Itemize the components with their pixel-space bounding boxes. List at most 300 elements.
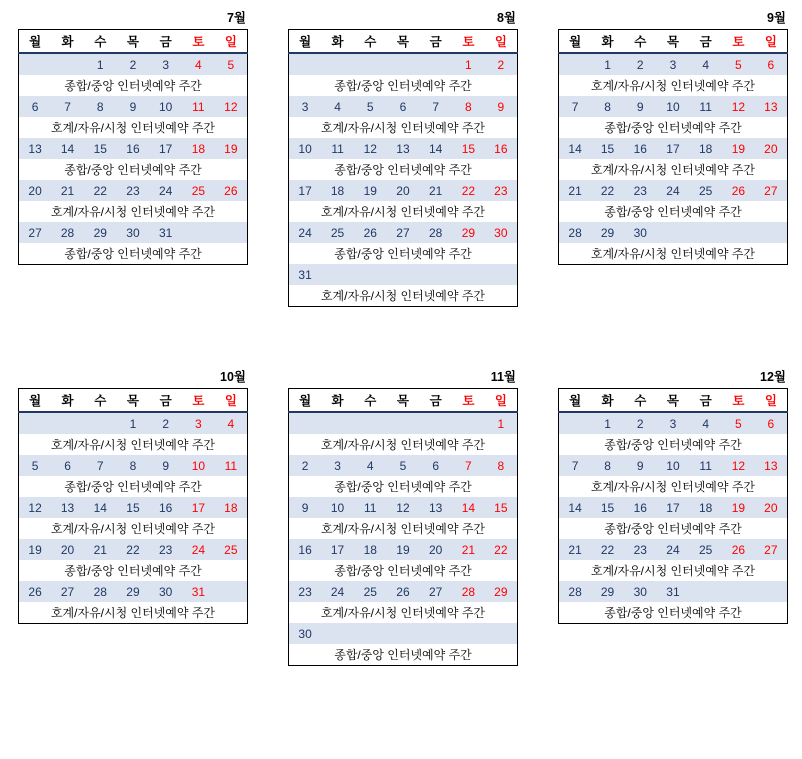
week-label-row xyxy=(559,518,788,539)
day-cell: 6 xyxy=(19,96,52,117)
day-cell: 13 xyxy=(755,96,788,117)
month-block xyxy=(18,8,248,367)
week-number-row xyxy=(19,138,248,159)
day-cell: 16 xyxy=(624,497,657,518)
day-cell: 30 xyxy=(117,222,150,243)
day-cell: 21 xyxy=(559,180,592,201)
week-label-row xyxy=(289,75,518,96)
reservation-week-label: 호계/자유/시청 인터넷예약 주간 xyxy=(289,201,518,222)
day-cell: 18 xyxy=(354,539,387,560)
day-cell: 8 xyxy=(452,96,485,117)
day-cell xyxy=(19,412,52,434)
month-title: 12월 xyxy=(760,370,786,384)
weekday-header-cell: 금 xyxy=(149,389,182,413)
day-cell: 19 xyxy=(387,539,420,560)
day-cell: 24 xyxy=(657,539,690,560)
day-cell: 18 xyxy=(689,497,722,518)
day-cell: 3 xyxy=(321,455,354,476)
day-cell: 9 xyxy=(624,96,657,117)
month-table xyxy=(18,29,248,265)
day-cell: 5 xyxy=(215,53,248,75)
week-number-row xyxy=(19,96,248,117)
week-label-row xyxy=(19,434,248,455)
week-label-row xyxy=(559,476,788,497)
week-label-row xyxy=(289,285,518,307)
day-cell: 31 xyxy=(182,581,215,602)
reservation-week-label: 종합/중앙 인터넷예약 주간 xyxy=(559,518,788,539)
day-cell xyxy=(321,264,354,285)
day-cell xyxy=(387,623,420,644)
day-cell: 3 xyxy=(289,96,322,117)
day-cell xyxy=(387,412,420,434)
day-cell: 13 xyxy=(387,138,420,159)
day-cell: 22 xyxy=(591,180,624,201)
weekday-header-cell: 월 xyxy=(559,389,592,413)
day-cell xyxy=(354,53,387,75)
reservation-week-label: 종합/중앙 인터넷예약 주간 xyxy=(289,75,518,96)
reservation-week-label: 종합/중앙 인터넷예약 주간 xyxy=(19,159,248,180)
day-cell: 29 xyxy=(591,581,624,602)
week-label-row xyxy=(19,243,248,265)
weekday-header-cell: 금 xyxy=(689,389,722,413)
week-number-row xyxy=(289,138,518,159)
day-cell: 16 xyxy=(624,138,657,159)
month-block xyxy=(288,367,518,666)
reservation-week-label: 종합/중앙 인터넷예약 주간 xyxy=(559,434,788,455)
day-cell xyxy=(689,222,722,243)
weekday-header-cell: 토 xyxy=(182,389,215,413)
month-table xyxy=(558,29,788,265)
week-number-row xyxy=(559,497,788,518)
day-cell: 4 xyxy=(321,96,354,117)
day-cell xyxy=(321,412,354,434)
day-cell: 2 xyxy=(117,53,150,75)
day-cell: 9 xyxy=(624,455,657,476)
week-number-row xyxy=(559,581,788,602)
day-cell: 7 xyxy=(84,455,117,476)
week-number-row xyxy=(559,455,788,476)
day-cell: 25 xyxy=(182,180,215,201)
reservation-week-label: 호계/자유/시청 인터넷예약 주간 xyxy=(289,434,518,455)
week-number-row xyxy=(289,412,518,434)
day-cell xyxy=(452,412,485,434)
day-cell: 16 xyxy=(117,138,150,159)
week-number-row xyxy=(289,96,518,117)
weekday-header-cell: 목 xyxy=(657,30,690,54)
weekday-header-row xyxy=(19,389,248,413)
reservation-week-label: 종합/중앙 인터넷예약 주간 xyxy=(289,243,518,264)
day-cell: 9 xyxy=(289,497,322,518)
day-cell: 23 xyxy=(149,539,182,560)
week-label-row xyxy=(559,75,788,96)
day-cell: 23 xyxy=(289,581,322,602)
day-cell: 27 xyxy=(419,581,452,602)
weekday-header-row xyxy=(559,389,788,413)
day-cell: 9 xyxy=(149,455,182,476)
day-cell: 24 xyxy=(657,180,690,201)
day-cell xyxy=(84,412,117,434)
day-cell xyxy=(289,412,322,434)
day-cell: 30 xyxy=(289,623,322,644)
day-cell: 26 xyxy=(354,222,387,243)
day-cell: 12 xyxy=(722,455,755,476)
day-cell: 27 xyxy=(755,180,788,201)
day-cell: 20 xyxy=(755,138,788,159)
day-cell xyxy=(321,53,354,75)
weekday-header-row xyxy=(559,30,788,54)
weekday-header-cell: 목 xyxy=(117,30,150,54)
reservation-week-label: 호계/자유/시청 인터넷예약 주간 xyxy=(289,518,518,539)
day-cell: 9 xyxy=(485,96,518,117)
day-cell: 28 xyxy=(559,222,592,243)
day-cell xyxy=(559,412,592,434)
day-cell: 19 xyxy=(722,497,755,518)
day-cell: 6 xyxy=(755,53,788,75)
day-cell: 17 xyxy=(289,180,322,201)
day-cell: 29 xyxy=(117,581,150,602)
day-cell: 2 xyxy=(624,53,657,75)
weekday-header-cell: 화 xyxy=(591,30,624,54)
day-cell: 27 xyxy=(387,222,420,243)
day-cell: 24 xyxy=(149,180,182,201)
day-cell: 2 xyxy=(289,455,322,476)
day-cell: 30 xyxy=(149,581,182,602)
week-number-row xyxy=(289,539,518,560)
day-cell: 25 xyxy=(689,539,722,560)
day-cell: 14 xyxy=(452,497,485,518)
day-cell: 15 xyxy=(485,497,518,518)
week-number-row xyxy=(559,96,788,117)
day-cell: 7 xyxy=(559,96,592,117)
day-cell xyxy=(419,412,452,434)
day-cell: 1 xyxy=(84,53,117,75)
day-cell: 3 xyxy=(657,53,690,75)
week-number-row xyxy=(19,222,248,243)
row-spacer xyxy=(288,307,518,367)
day-cell: 6 xyxy=(387,96,420,117)
weekday-header-cell: 금 xyxy=(419,30,452,54)
day-cell: 10 xyxy=(149,96,182,117)
weekday-header-cell: 월 xyxy=(19,389,52,413)
day-cell: 20 xyxy=(387,180,420,201)
month-block xyxy=(558,367,788,666)
day-cell: 20 xyxy=(755,497,788,518)
day-cell: 7 xyxy=(419,96,452,117)
week-number-row xyxy=(19,455,248,476)
day-cell: 10 xyxy=(657,455,690,476)
weekday-header-cell: 일 xyxy=(215,30,248,54)
week-label-row xyxy=(19,560,248,581)
day-cell: 4 xyxy=(689,412,722,434)
week-label-row xyxy=(19,201,248,222)
day-cell: 11 xyxy=(321,138,354,159)
day-cell: 15 xyxy=(117,497,150,518)
week-number-row xyxy=(289,623,518,644)
day-cell: 22 xyxy=(117,539,150,560)
week-number-row xyxy=(19,180,248,201)
day-cell: 2 xyxy=(485,53,518,75)
weekday-header-cell: 목 xyxy=(657,389,690,413)
week-number-row xyxy=(289,497,518,518)
day-cell: 8 xyxy=(591,455,624,476)
day-cell xyxy=(354,412,387,434)
day-cell: 28 xyxy=(452,581,485,602)
day-cell: 13 xyxy=(19,138,52,159)
day-cell: 29 xyxy=(591,222,624,243)
week-label-row xyxy=(559,243,788,265)
day-cell: 6 xyxy=(755,412,788,434)
day-cell: 7 xyxy=(51,96,84,117)
day-cell: 11 xyxy=(689,455,722,476)
day-cell xyxy=(419,53,452,75)
day-cell: 1 xyxy=(591,412,624,434)
day-cell: 16 xyxy=(485,138,518,159)
day-cell: 2 xyxy=(624,412,657,434)
day-cell xyxy=(485,623,518,644)
day-cell: 21 xyxy=(559,539,592,560)
day-cell: 4 xyxy=(354,455,387,476)
row-spacer xyxy=(18,265,248,325)
day-cell: 4 xyxy=(182,53,215,75)
day-cell xyxy=(354,264,387,285)
reservation-week-label: 호계/자유/시청 인터넷예약 주간 xyxy=(19,518,248,539)
day-cell: 31 xyxy=(657,581,690,602)
week-label-row xyxy=(289,243,518,264)
day-cell: 5 xyxy=(722,53,755,75)
week-number-row xyxy=(289,581,518,602)
reservation-week-label: 종합/중앙 인터넷예약 주간 xyxy=(19,243,248,265)
day-cell: 23 xyxy=(624,180,657,201)
day-cell: 1 xyxy=(591,53,624,75)
reservation-week-label: 호계/자유/시청 인터넷예약 주간 xyxy=(289,602,518,623)
weekday-header-cell: 금 xyxy=(689,30,722,54)
week-label-row xyxy=(289,201,518,222)
month-table xyxy=(558,388,788,624)
day-cell: 29 xyxy=(452,222,485,243)
week-label-row xyxy=(559,560,788,581)
day-cell: 16 xyxy=(149,497,182,518)
day-cell xyxy=(419,264,452,285)
day-cell xyxy=(215,581,248,602)
day-cell: 24 xyxy=(182,539,215,560)
week-label-row xyxy=(19,602,248,624)
weekday-header-cell: 일 xyxy=(215,389,248,413)
week-number-row xyxy=(19,539,248,560)
day-cell xyxy=(289,53,322,75)
day-cell: 15 xyxy=(591,138,624,159)
day-cell xyxy=(51,53,84,75)
day-cell: 8 xyxy=(84,96,117,117)
day-cell: 5 xyxy=(722,412,755,434)
day-cell: 11 xyxy=(354,497,387,518)
month-table xyxy=(18,388,248,624)
week-number-row xyxy=(19,412,248,434)
weekday-header-cell: 토 xyxy=(722,389,755,413)
reservation-week-label: 호계/자유/시청 인터넷예약 주간 xyxy=(19,201,248,222)
week-label-row xyxy=(289,518,518,539)
day-cell xyxy=(722,222,755,243)
week-number-row xyxy=(559,138,788,159)
day-cell: 2 xyxy=(149,412,182,434)
day-cell: 15 xyxy=(452,138,485,159)
week-label-row xyxy=(19,159,248,180)
day-cell: 25 xyxy=(215,539,248,560)
day-cell: 28 xyxy=(419,222,452,243)
day-cell xyxy=(51,412,84,434)
weekday-header-cell: 목 xyxy=(387,30,420,54)
day-cell: 22 xyxy=(84,180,117,201)
week-number-row xyxy=(289,180,518,201)
month-table xyxy=(288,388,518,666)
day-cell: 22 xyxy=(452,180,485,201)
weekday-header-cell: 일 xyxy=(485,389,518,413)
weekday-header-cell: 금 xyxy=(419,389,452,413)
day-cell: 23 xyxy=(485,180,518,201)
day-cell: 17 xyxy=(149,138,182,159)
day-cell: 8 xyxy=(591,96,624,117)
day-cell xyxy=(182,222,215,243)
day-cell: 25 xyxy=(354,581,387,602)
week-label-row xyxy=(559,159,788,180)
day-cell: 17 xyxy=(321,539,354,560)
day-cell: 14 xyxy=(559,138,592,159)
reservation-week-label: 종합/중앙 인터넷예약 주간 xyxy=(19,560,248,581)
reservation-week-label: 종합/중앙 인터넷예약 주간 xyxy=(289,560,518,581)
day-cell: 20 xyxy=(51,539,84,560)
day-cell xyxy=(755,222,788,243)
day-cell: 16 xyxy=(289,539,322,560)
week-number-row xyxy=(289,53,518,75)
day-cell xyxy=(722,581,755,602)
weekday-header-row xyxy=(19,30,248,54)
day-cell: 14 xyxy=(419,138,452,159)
day-cell: 11 xyxy=(215,455,248,476)
weekday-header-cell: 목 xyxy=(117,389,150,413)
week-label-row xyxy=(559,201,788,222)
day-cell: 5 xyxy=(354,96,387,117)
week-number-row xyxy=(289,455,518,476)
week-label-row xyxy=(289,602,518,623)
day-cell: 12 xyxy=(722,96,755,117)
day-cell: 1 xyxy=(485,412,518,434)
day-cell xyxy=(689,581,722,602)
weekday-header-cell: 금 xyxy=(149,30,182,54)
weekday-header-row xyxy=(289,389,518,413)
day-cell: 30 xyxy=(485,222,518,243)
day-cell: 24 xyxy=(321,581,354,602)
reservation-week-label: 호계/자유/시청 인터넷예약 주간 xyxy=(559,476,788,497)
day-cell xyxy=(452,264,485,285)
weekday-header-cell: 수 xyxy=(84,389,117,413)
week-number-row xyxy=(559,180,788,201)
week-label-row xyxy=(19,117,248,138)
reservation-week-label: 종합/중앙 인터넷예약 주간 xyxy=(289,159,518,180)
week-number-row xyxy=(19,497,248,518)
reservation-week-label: 호계/자유/시청 인터넷예약 주간 xyxy=(559,560,788,581)
day-cell: 21 xyxy=(84,539,117,560)
weekday-header-cell: 월 xyxy=(289,30,322,54)
day-cell: 3 xyxy=(149,53,182,75)
day-cell xyxy=(19,53,52,75)
day-cell: 21 xyxy=(419,180,452,201)
day-cell xyxy=(452,623,485,644)
day-cell: 22 xyxy=(485,539,518,560)
week-number-row xyxy=(289,264,518,285)
weekday-header-cell: 일 xyxy=(485,30,518,54)
weekday-header-cell: 일 xyxy=(755,30,788,54)
day-cell: 19 xyxy=(215,138,248,159)
day-cell: 18 xyxy=(182,138,215,159)
day-cell xyxy=(215,222,248,243)
day-cell: 7 xyxy=(559,455,592,476)
weekday-header-cell: 화 xyxy=(321,30,354,54)
day-cell: 19 xyxy=(722,138,755,159)
month-title: 7월 xyxy=(226,11,246,25)
month-title: 8월 xyxy=(496,11,516,25)
day-cell: 20 xyxy=(19,180,52,201)
day-cell: 24 xyxy=(289,222,322,243)
week-number-row xyxy=(559,222,788,243)
day-cell: 18 xyxy=(689,138,722,159)
week-number-row xyxy=(559,412,788,434)
day-cell: 13 xyxy=(51,497,84,518)
day-cell: 22 xyxy=(591,539,624,560)
reservation-week-label: 호계/자유/시청 인터넷예약 주간 xyxy=(559,75,788,96)
reservation-week-label: 종합/중앙 인터넷예약 주간 xyxy=(19,75,248,96)
week-number-row xyxy=(559,539,788,560)
week-label-row xyxy=(559,117,788,138)
day-cell: 29 xyxy=(84,222,117,243)
weekday-header-cell: 토 xyxy=(182,30,215,54)
week-label-row xyxy=(19,476,248,497)
month-block xyxy=(18,367,248,666)
day-cell: 1 xyxy=(452,53,485,75)
week-label-row xyxy=(289,476,518,497)
reservation-week-label: 호계/자유/시청 인터넷예약 주간 xyxy=(559,159,788,180)
week-label-row xyxy=(289,434,518,455)
day-cell xyxy=(387,264,420,285)
day-cell: 14 xyxy=(51,138,84,159)
day-cell: 12 xyxy=(354,138,387,159)
weekday-header-row xyxy=(289,30,518,54)
weekday-header-cell: 수 xyxy=(354,389,387,413)
day-cell: 28 xyxy=(84,581,117,602)
day-cell xyxy=(354,623,387,644)
day-cell xyxy=(485,264,518,285)
week-label-row xyxy=(19,75,248,96)
day-cell: 23 xyxy=(117,180,150,201)
day-cell: 5 xyxy=(387,455,420,476)
day-cell: 11 xyxy=(182,96,215,117)
day-cell: 15 xyxy=(591,497,624,518)
week-label-row xyxy=(559,434,788,455)
day-cell: 1 xyxy=(117,412,150,434)
day-cell: 6 xyxy=(51,455,84,476)
reservation-week-label: 종합/중앙 인터넷예약 주간 xyxy=(559,602,788,624)
day-cell: 14 xyxy=(559,497,592,518)
day-cell: 21 xyxy=(51,180,84,201)
day-cell: 12 xyxy=(215,96,248,117)
day-cell: 26 xyxy=(215,180,248,201)
weekday-header-cell: 화 xyxy=(51,389,84,413)
weekday-header-cell: 수 xyxy=(84,30,117,54)
weekday-header-cell: 화 xyxy=(51,30,84,54)
weekday-header-cell: 월 xyxy=(559,30,592,54)
day-cell: 31 xyxy=(289,264,322,285)
week-number-row xyxy=(559,53,788,75)
day-cell: 18 xyxy=(215,497,248,518)
day-cell: 27 xyxy=(755,539,788,560)
